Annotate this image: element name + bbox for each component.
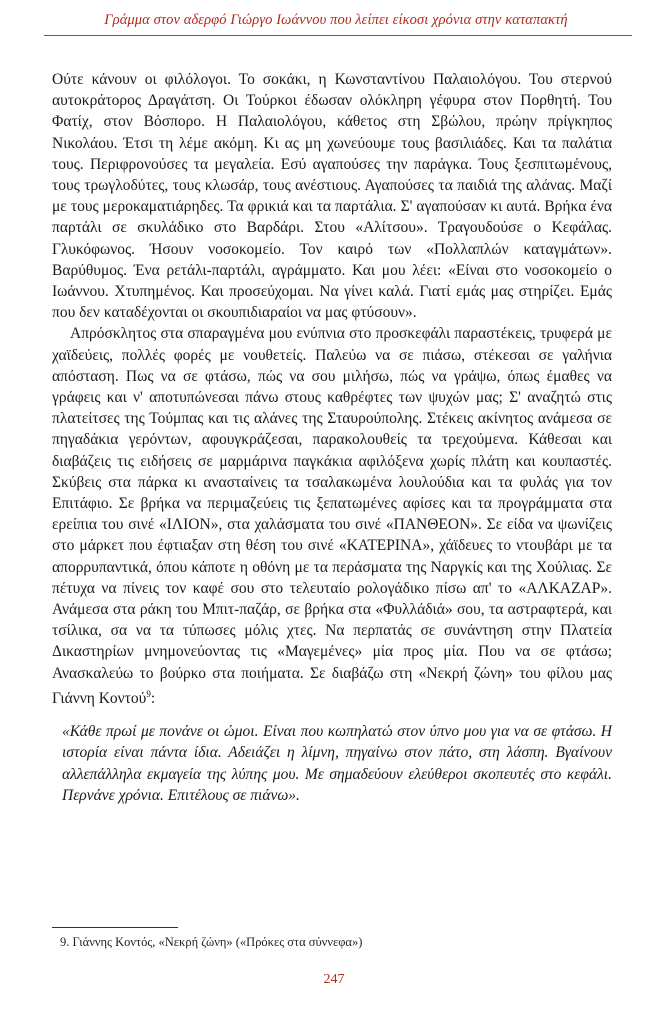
footnote: 9. Γιάννης Κοντός, «Νεκρή ζώνη» («Πρόκες στα σύννεφα») bbox=[60, 935, 363, 949]
footnote-marker: 9 bbox=[146, 688, 151, 699]
running-header: Γράμμα στον αδερφό Γιώργο Ιωάννου που λείπει είκοσι χρόνια στην καταπακτή bbox=[104, 12, 568, 28]
paragraph-2-text: Απρόσκλητος στα σπαραγμένα μου ενύπνια στο προσκεφάλι παραστέκεις, τρυφερά με χαϊδεύεις, πολλές φορές με νουθετείς. Παλεύω να σε πιάσω, στέκεσαι σε γαλήνια απόσταση. Πως να σε φτάσω, πώς να σου μιλήσω, πώς να γράψω, όπως έμαθες να γράφεις και ν' αποτυπώνεσαι πάνω στους καθρέφτες των ψυχών μας; Σ' αναζητώ στις πλατείτσες της Τούμπας και τις αλάνες της Σταυρούπολης. Στέκεις ακίνητος ανάμεσα σε πηγαδάκια γερόντων, αφουγκράζεσαι, παρακολουθείς τα τρεχούμενα. Κάθεσαι και διαβάζεις τις ειδήσεις σε μαρμάρινα παγκάκια αφιλόξενα χωρίς πλάτη και κουπαστές. Σκύβεις στα πάρκα κι ανασταίνεις τα τσαλακωμένα λουλούδια και τα φυλάς για τον Επιτάφιο. Σε βρήκα να περιμαζεύεις τις ξεπατωμένες αφίσες και τα προγράμματα στα ερείπια του σινέ «ΙΛΙΟΝ», στα χαλάσματα του σινέ «ΠΑΝΘΕΟΝ». Σε είδα να ψωνίζεις στο μάρκετ που έφτιαξαν στη θέση του σινέ «ΚΑΤΕΡΙΝΑ», χάϊδευες το ντουβάρι με τα απορρυπαντικά, όπου κάποτε η οθόνη με τα περάσματα της Ναργκίς και της Χούλιας. Σε πέτυχα να πίνεις τον καφέ σου στο τελευταίο ρολογάδικο πίσω απ' το «ΑΛΚΑΖΑΡ». Ανάμεσα στα ράκη του Μπιτ-παζάρ, σε βρήκα στα «Φυλλάδιά» σου, τα αστραφτερά, και τσίλικα, σα να τα τύπωσες μόλις χτες. Να περπατάς σε συνάντηση στην Πλατεία Δικαστηρίων μνημονεύοντας τις «Μαγεμένες» μία προς μία. Που να σε φτάσω; Ανασκαλεύω το βούρκο στα ποιήματα. Σε διαβάζω στη «Νεκρή ζώνη» του φίλου μας Γιάννη Κοντού bbox=[52, 325, 612, 708]
paragraph-2: Απρόσκλητος στα σπαραγμένα μου ενύπνια στο προσκεφάλι παραστέκεις, τρυφερά με χαϊδεύεις, πολλές φορές με νουθετείς. Παλεύω να σε πιάσω, στέκεσαι σε γαλήνια απόσταση. Πως να σε φτάσω, πώς να σου μιλήσω, πώς να γράψω, όπως έμαθες να γράφεις και ν' αποτυπώνεσαι πάνω στους καθρέφτες των ψυχών μας; Σ' αναζητώ στις πλατείτσες της Τούμπας και τις αλάνες της Σταυρούπολης. Στέκεις ακίνητος ανάμεσα σε πηγαδάκια γερόντων, αφουγκράζεσαι, παρακολουθείς τα τρεχούμενα. Κάθεσαι και διαβάζεις τις ειδήσεις σε μαρμάρινα παγκάκια αφιλόξενα χωρίς πλάτη και κουπαστές. Σκύβεις στα πάρκα κι ανασταίνεις τα τσαλακωμένα λουλούδια και τα φυλάς για τον Επιτάφιο. Σε βρήκα να περιμαζεύεις τις ξεπατωμένες αφίσες και τα προγράμματα στα ερείπια του σινέ «ΙΛΙΟΝ», στα χαλάσματα του σινέ «ΠΑΝΘΕΟΝ». Σε είδα να ψωνίζεις στο μάρκετ που έφτιαξαν στη θέση του σινέ «ΚΑΤΕΡΙΝΑ», χάϊδευες το ντουβάρι με τα απορρυπαντικά, όπου κάποτε η οθόνη με τα περάσματα της Ναργκίς και της Χούλιας. Σε πέτυχα να πίνεις τον καφέ σου στο τελευταίο ρολογάδικο πίσω απ' το «ΑΛΚΑΖΑΡ». Ανάμεσα στα ράκη του Μπιτ-παζάρ, σε βρήκα στα «Φυλλάδιά» σου, τα αστραφτερά, και τσίλικα, σα να τα τύπωσες μόλις χτες. Να περπατάς σε συνάντηση στην Πλατεία Δικαστηρίων μνημονεύοντας τις «Μαγεμένες» μία προς μία. Που να σε φτάσω; Ανασκαλεύω το βούρκο στα ποιήματα. Σε διαβάζω στη «Νεκρή ζώνη» του φίλου μας Γιάννη Κοντού$^9$: bbox=[52, 325, 612, 708]
body-text bbox=[52, 69, 612, 806]
block-quote: «Κάθε πρωί με πονάνε οι ώμοι. Είναι που κωπηλατώ στον ύπνο μου για να σε φτάσω. Η ιστορία είναι πάντα ίδια. Αδειάζει η λίμνη, πηγαίνω στον πάτο, στη λάσπη. Βγαίνουν αλλεπάλληλα εκμαγεία της λύπης μου. Με σημαδεύουν ελεύθεροι σκοπευτές στο κεφάλι. Περνάνε χρόνια. Επιτέλους σε πιάνω». bbox=[62, 723, 612, 804]
footnote-rule bbox=[52, 927, 178, 928]
paragraph-1: Ούτε κάνουν οι φιλόλογοι. Το σοκάκι, η Κωνσταντίνου Παλαιολόγου. Του στερνού αυτοκράτορος Δραγάτση. Οι Τούρκοι έδωσαν ολόκληρη γέφυρα στον Πορθητή. Του Φατίχ, στον Βόσπορο. Η Παλαιολόγου, κάθετος στη Σβώλου, πρώην πρίγκηπος Νικολάου. Έτσι τη λέμε ακόμη. Κι ας μη χωνεύουμε τους βασιλιάδες. Και τα παλάτια τους. Περιφρονούσες τα μεγαλεία. Εσύ αγαπούσες την παράγκα. Τους ξεσπιτωμένους, τους τρωγλοδύτες, τους κλωσάρ, τους ανέστιους. Αγαπούσες τα παιδιά της αλάνας. Μαζί με τους μεροκαματιάρηδες. Τα φρικιά και τα παρτάλια. Σ' αγαπούσαν κι αυτά. Βρήκα ένα παρτάλι σε σκυλάδικο στο Βαρδάρι. Στου «Αλίτσου». Τραγουδούσε ο Κεφάλας. Γλυκόφωνος. Ήσουν νοσοκομείο. Τον καιρό των «Πολλαπλών καταγμάτων». Βαρύθυμος. Ένα ρετάλι-παρτάλι, αγράμματο. Και μου λέει: «Είναι στο νοσοκομείο ο Ιωάννου. Χτυπημένος. Και προσεύχομαι. Να γίνει καλά. Γιατί εμάς μας στηρίζει. Εμάς που δεν καταδέχονται οι σκουπιδιαραίοι να μας φτύσουν». bbox=[52, 71, 612, 322]
page-number: 247 bbox=[323, 972, 345, 987]
header-rule bbox=[44, 35, 632, 36]
